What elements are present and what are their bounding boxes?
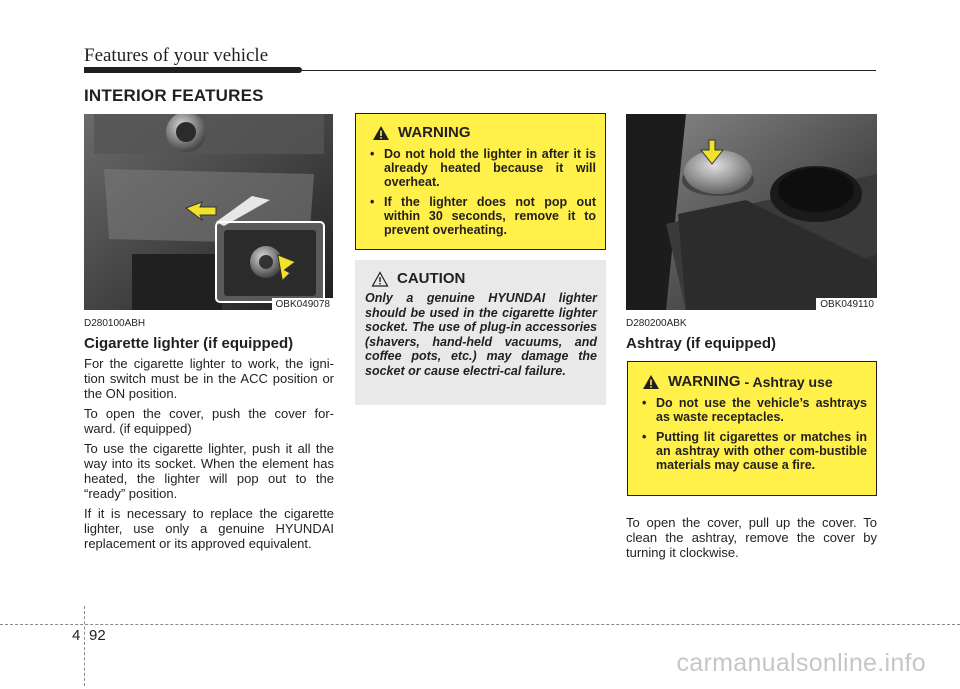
header-title: Features of your vehicle: [84, 45, 269, 66]
header-rule-thin: [302, 70, 876, 71]
warning-item: • Do not hold the lighter in after it is already heated because it will overheat.: [366, 147, 596, 189]
caution-title: CAUTION: [397, 270, 466, 287]
photo-code: OBK049078: [272, 298, 334, 310]
page-number: 92: [89, 627, 106, 644]
chapter-number: 4: [72, 627, 81, 644]
section-title: INTERIOR FEATURES: [84, 86, 264, 105]
ashtray-heading: Ashtray (if equipped): [626, 335, 777, 352]
ashtray-instructions: [626, 515, 877, 565]
footer-divider: [84, 606, 85, 686]
watermark: carmanualsonline.info: [676, 649, 926, 677]
warning-triangle-icon: [372, 125, 390, 141]
ashtray-illustration: [626, 114, 877, 310]
paragraph: For the cigarette lighter to work, the igni-tion switch must be in the ACC position or the ON position.: [84, 356, 334, 401]
warning-title: WARNING: [398, 124, 471, 141]
warning-title: WARNING: [668, 373, 741, 390]
lighter-heading: Cigarette lighter (if equipped): [84, 335, 294, 352]
paragraph: To open the cover, push the cover for-ward. (if equipped): [84, 406, 334, 436]
ashtray-photo: [626, 114, 877, 310]
warning-subtitle: - Ashtray use: [744, 373, 833, 390]
warning-item: • Putting lit cigarettes or matches in an ashtray with other com-bustible materials may cause a fire.: [638, 430, 867, 472]
section-code: D280200ABK: [626, 318, 687, 329]
caution-text: Only a genuine HYUNDAI lighter should be used in the cigarette lighter socket. The use of plug-in accessories (shavers, hand-held vacuums, and coffee pots, etc.) may damage the socket or cause electri-cal failure.: [365, 291, 597, 378]
section-code: D280100ABH: [84, 318, 146, 329]
lighter-illustration: [84, 114, 333, 310]
ashtray-section: [626, 316, 877, 356]
lighter-warning-box: [355, 113, 606, 250]
warning-item: • Do not use the vehicle’s ashtrays as waste receptacles.: [638, 396, 867, 424]
ashtray-warning-box: [627, 361, 877, 496]
header-rule: [84, 67, 302, 73]
lighter-caution-box: [355, 260, 606, 405]
photo-code: OBK049110: [816, 298, 877, 310]
warning-triangle-icon: [642, 374, 660, 390]
footer-rule: [0, 624, 960, 626]
paragraph: To use the cigarette lighter, push it all the way into its socket. When the element has heated, the lighter will pop out to the “ready” position.: [84, 441, 334, 501]
warning-item: • If the lighter does not pop out within 30 seconds, remove it to prevent overheating.: [366, 195, 596, 237]
lighter-section: [84, 316, 334, 556]
caution-triangle-icon: [371, 271, 389, 287]
paragraph: If it is necessary to replace the cigarette lighter, use only a genuine HYUNDAI replacement or its approved equivalent.: [84, 506, 334, 551]
paragraph: To open the cover, pull up the cover. To clean the ashtray, remove the cover by turning it clockwise.: [626, 515, 877, 560]
lighter-photo: [84, 114, 333, 310]
